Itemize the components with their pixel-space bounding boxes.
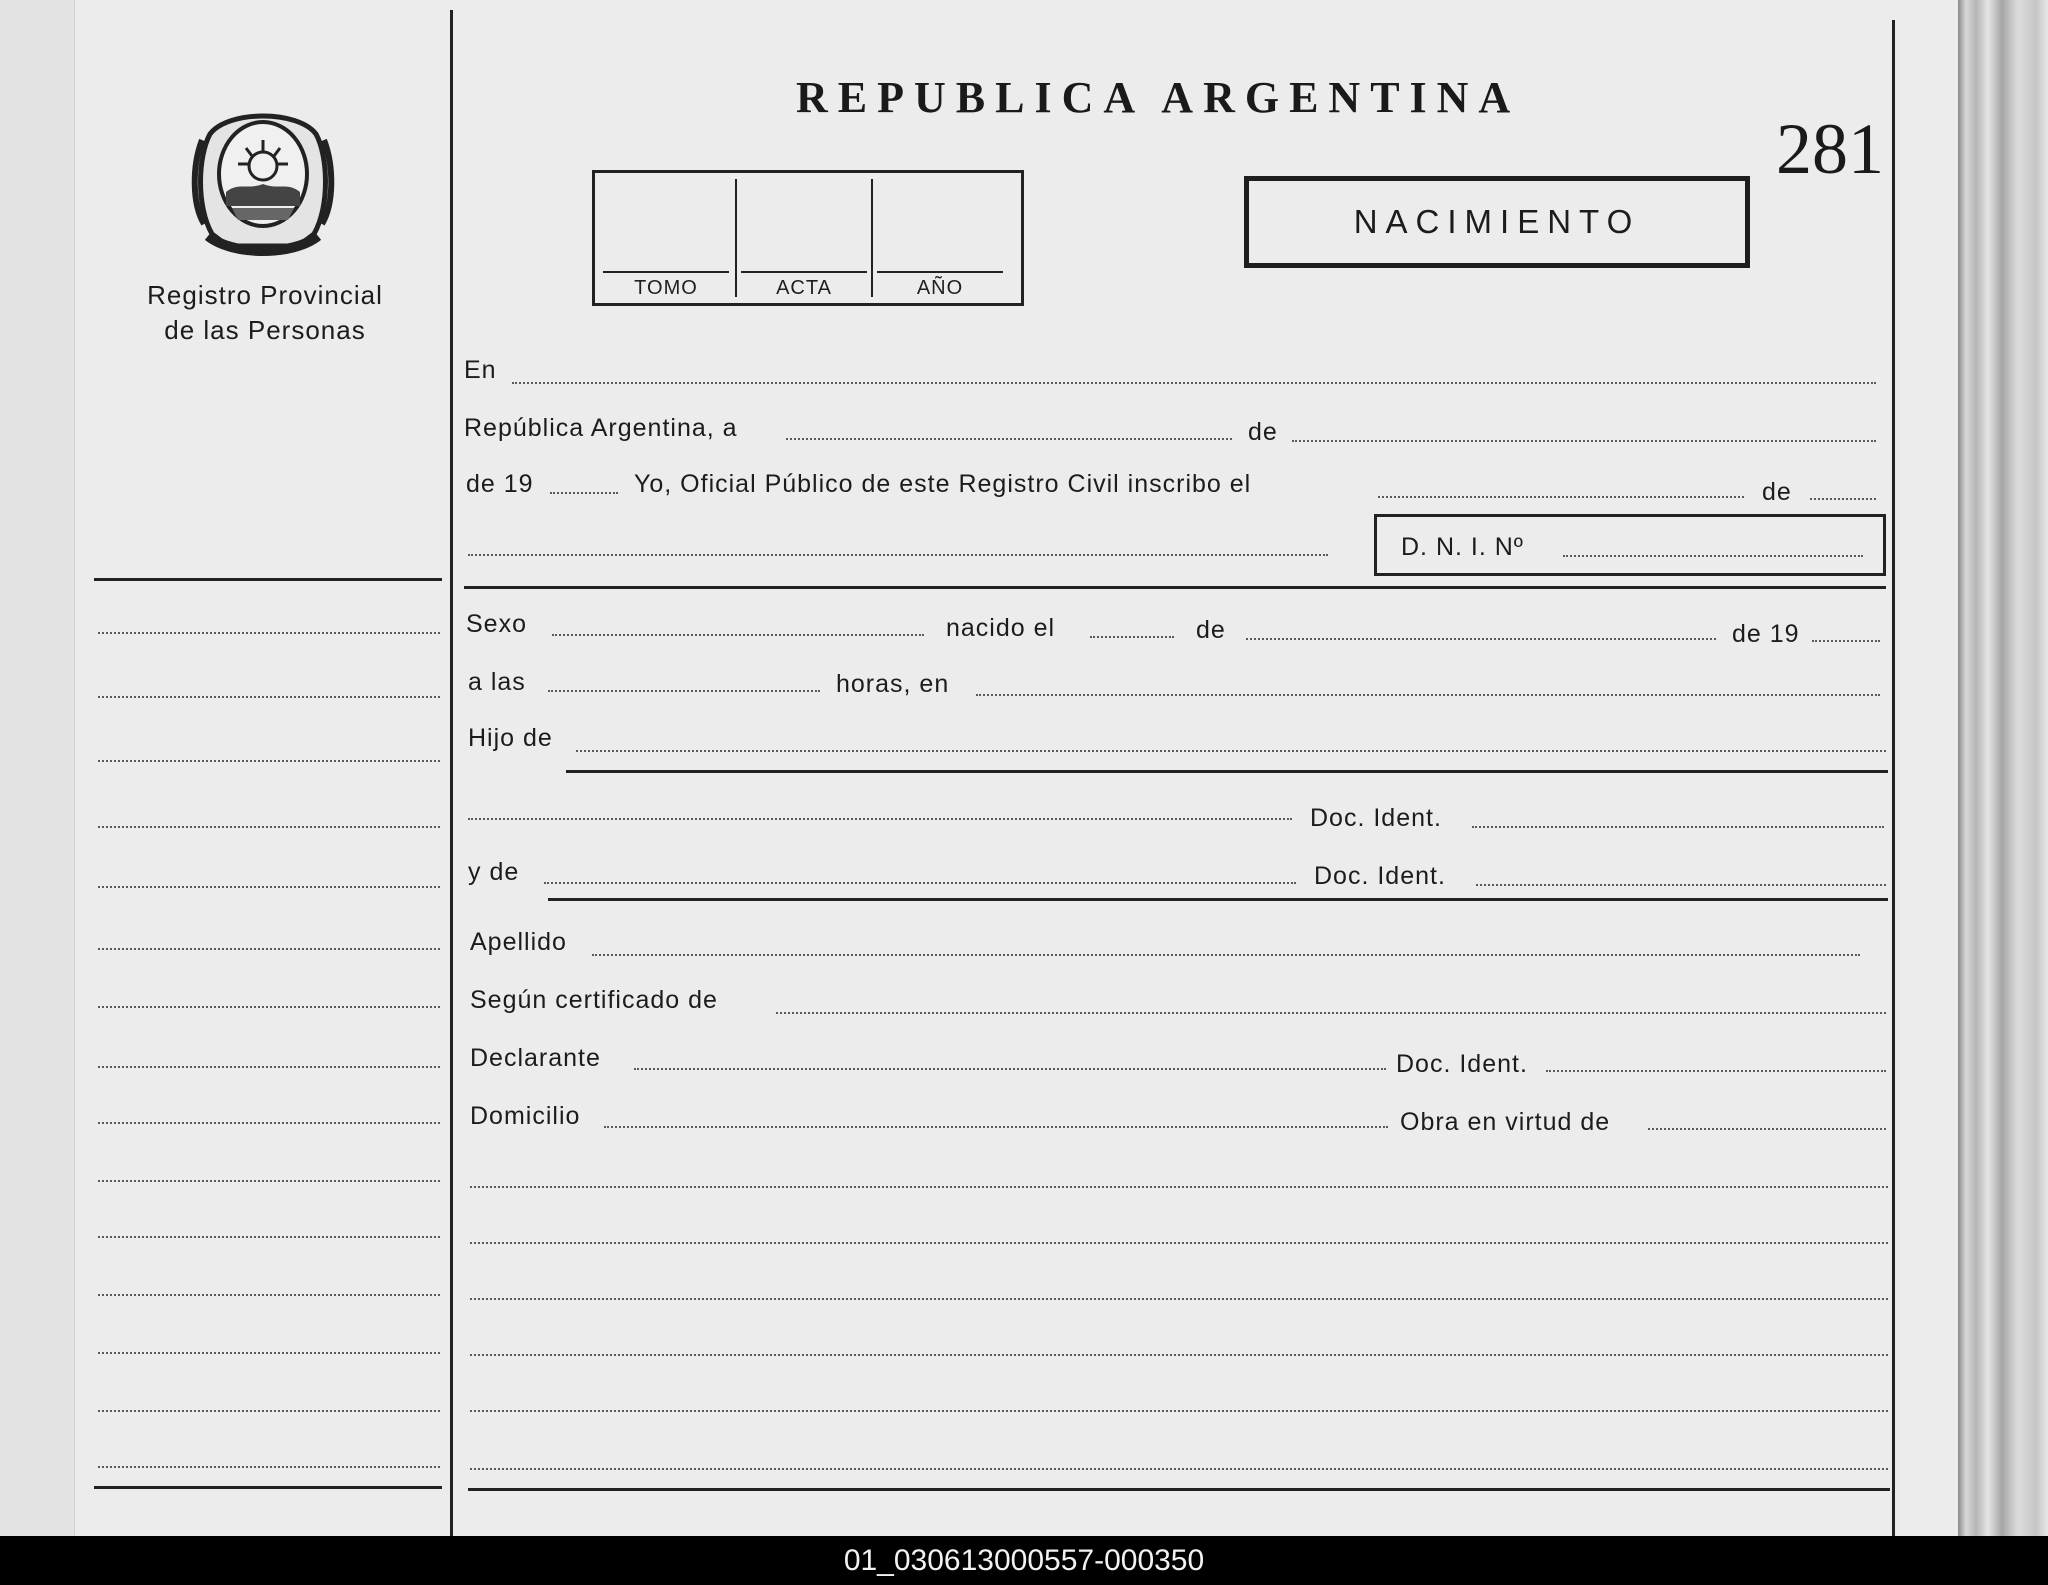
field-anio-1[interactable] [550, 492, 618, 494]
label-doc-ident-3: Doc. Ident. [1396, 1050, 1528, 1078]
margin-line-1[interactable] [98, 632, 440, 634]
label-de19-2: de 19 [1732, 620, 1800, 648]
notes-line-4[interactable] [470, 1354, 1888, 1356]
document-id: 01_030613000557-000350 [843, 1544, 1205, 1577]
page-number: 281 [1776, 109, 1884, 189]
margin-line-4[interactable] [98, 826, 440, 828]
notes-bottom-rule [468, 1488, 1890, 1491]
margin-line-14[interactable] [98, 1410, 440, 1412]
volume-grid [592, 170, 1024, 306]
label-de19-1: de 19 [466, 470, 534, 498]
dni-box [1374, 514, 1886, 576]
notes-line-5[interactable] [470, 1410, 1888, 1412]
ano-label: AÑO [916, 277, 964, 299]
tomo-label: TOMO [634, 277, 698, 299]
label-segun-certificado: Según certificado de [470, 986, 718, 1014]
field-declarante[interactable] [634, 1068, 1386, 1070]
margin-line-9[interactable] [98, 1122, 440, 1124]
notes-line-3[interactable] [470, 1298, 1888, 1300]
field-padre[interactable] [576, 750, 1886, 752]
label-yo-oficial: Yo, Oficial Público de este Registro Civil inscribo el [634, 470, 1252, 498]
book-spine-edge [1958, 0, 2048, 1536]
label-sexo: Sexo [466, 610, 527, 638]
section-1-rule [464, 586, 1886, 589]
field-obra-en-virtud[interactable] [1648, 1128, 1886, 1130]
label-de-2: de [1762, 478, 1792, 506]
label-en: En [464, 356, 497, 384]
label-domicilio: Domicilio [470, 1102, 581, 1130]
margin-line-2[interactable] [98, 696, 440, 698]
label-obra-en-virtud: Obra en virtud de [1400, 1108, 1611, 1136]
label-y-de: y de [468, 858, 520, 886]
margin-line-7[interactable] [98, 1006, 440, 1008]
record-type-label: NACIMIENTO [1353, 203, 1641, 240]
margin-bottom-rule [94, 1486, 442, 1489]
field-nombre[interactable] [468, 554, 1328, 556]
document-id-bar [0, 1536, 2048, 1585]
field-en[interactable] [512, 382, 1876, 384]
notes-line-6[interactable] [470, 1468, 1888, 1470]
field-nacido-mes[interactable] [1246, 638, 1716, 640]
field-mes[interactable] [1292, 440, 1876, 442]
label-horas-en: horas, en [836, 670, 950, 698]
label-dni: D. N. I. Nº [1401, 533, 1524, 561]
field-domicilio[interactable] [604, 1126, 1388, 1128]
label-hijo-de: Hijo de [468, 724, 553, 752]
label-doc-ident-1: Doc. Ident. [1310, 804, 1442, 832]
field-dia[interactable] [786, 438, 1232, 440]
ano-cell[interactable] [871, 179, 1007, 297]
margin-line-5[interactable] [98, 886, 440, 888]
label-declarante: Declarante [470, 1044, 601, 1072]
field-doc-ident-2[interactable] [1476, 884, 1886, 886]
field-doc-ident-1[interactable] [1472, 826, 1884, 828]
margin-line-11[interactable] [98, 1236, 440, 1238]
page-left-margin [0, 0, 75, 1536]
label-doc-ident-2: Doc. Ident. [1314, 862, 1446, 890]
notes-line-1[interactable] [470, 1186, 1888, 1188]
label-de-3: de [1196, 616, 1226, 644]
ano-rule [877, 271, 1003, 273]
notes-line-2[interactable] [470, 1242, 1888, 1244]
acta-label: ACTA [776, 277, 832, 299]
label-apellido: Apellido [470, 928, 567, 956]
field-dni[interactable] [1563, 555, 1863, 557]
label-a-las: a las [468, 668, 526, 696]
field-de-2[interactable] [1810, 498, 1876, 500]
field-inscribo[interactable] [1378, 496, 1744, 498]
y-de-rule [548, 898, 1888, 901]
margin-line-8[interactable] [98, 1066, 440, 1068]
acta-cell[interactable] [735, 179, 871, 297]
field-anio-2[interactable] [1812, 640, 1880, 642]
tomo-rule [603, 271, 729, 273]
page-title: REPUBLICA ARGENTINA [796, 73, 1521, 122]
label-de-1: de [1248, 418, 1278, 446]
registry-label [120, 278, 410, 348]
margin-line-6[interactable] [98, 948, 440, 950]
label-nacido-el: nacido el [946, 614, 1056, 642]
hijo-de-rule [566, 770, 1888, 773]
field-lugar[interactable] [976, 694, 1880, 696]
field-apellido[interactable] [592, 954, 1860, 956]
field-padre-2[interactable] [468, 818, 1292, 820]
registry-line-2: de las Personas [164, 315, 366, 345]
field-certificado[interactable] [776, 1012, 1886, 1014]
right-border-rule [1892, 20, 1895, 1536]
margin-top-rule [94, 578, 442, 581]
margin-line-13[interactable] [98, 1352, 440, 1354]
field-madre[interactable] [544, 882, 1296, 884]
margin-line-10[interactable] [98, 1180, 440, 1182]
field-doc-ident-3[interactable] [1546, 1070, 1886, 1072]
margin-line-3[interactable] [98, 760, 440, 762]
tomo-cell[interactable] [599, 179, 733, 297]
acta-rule [741, 271, 867, 273]
left-column-rule [450, 10, 453, 1536]
record-type-box [1244, 176, 1750, 268]
label-republica: República Argentina, a [464, 414, 738, 442]
field-nacido-dia[interactable] [1090, 636, 1174, 638]
registry-line-1: Registro Provincial [147, 280, 383, 310]
field-sexo[interactable] [552, 634, 924, 636]
provincial-seal-icon [188, 96, 338, 258]
margin-line-15[interactable] [98, 1466, 440, 1468]
margin-line-12[interactable] [98, 1294, 440, 1296]
field-hora[interactable] [548, 690, 820, 692]
